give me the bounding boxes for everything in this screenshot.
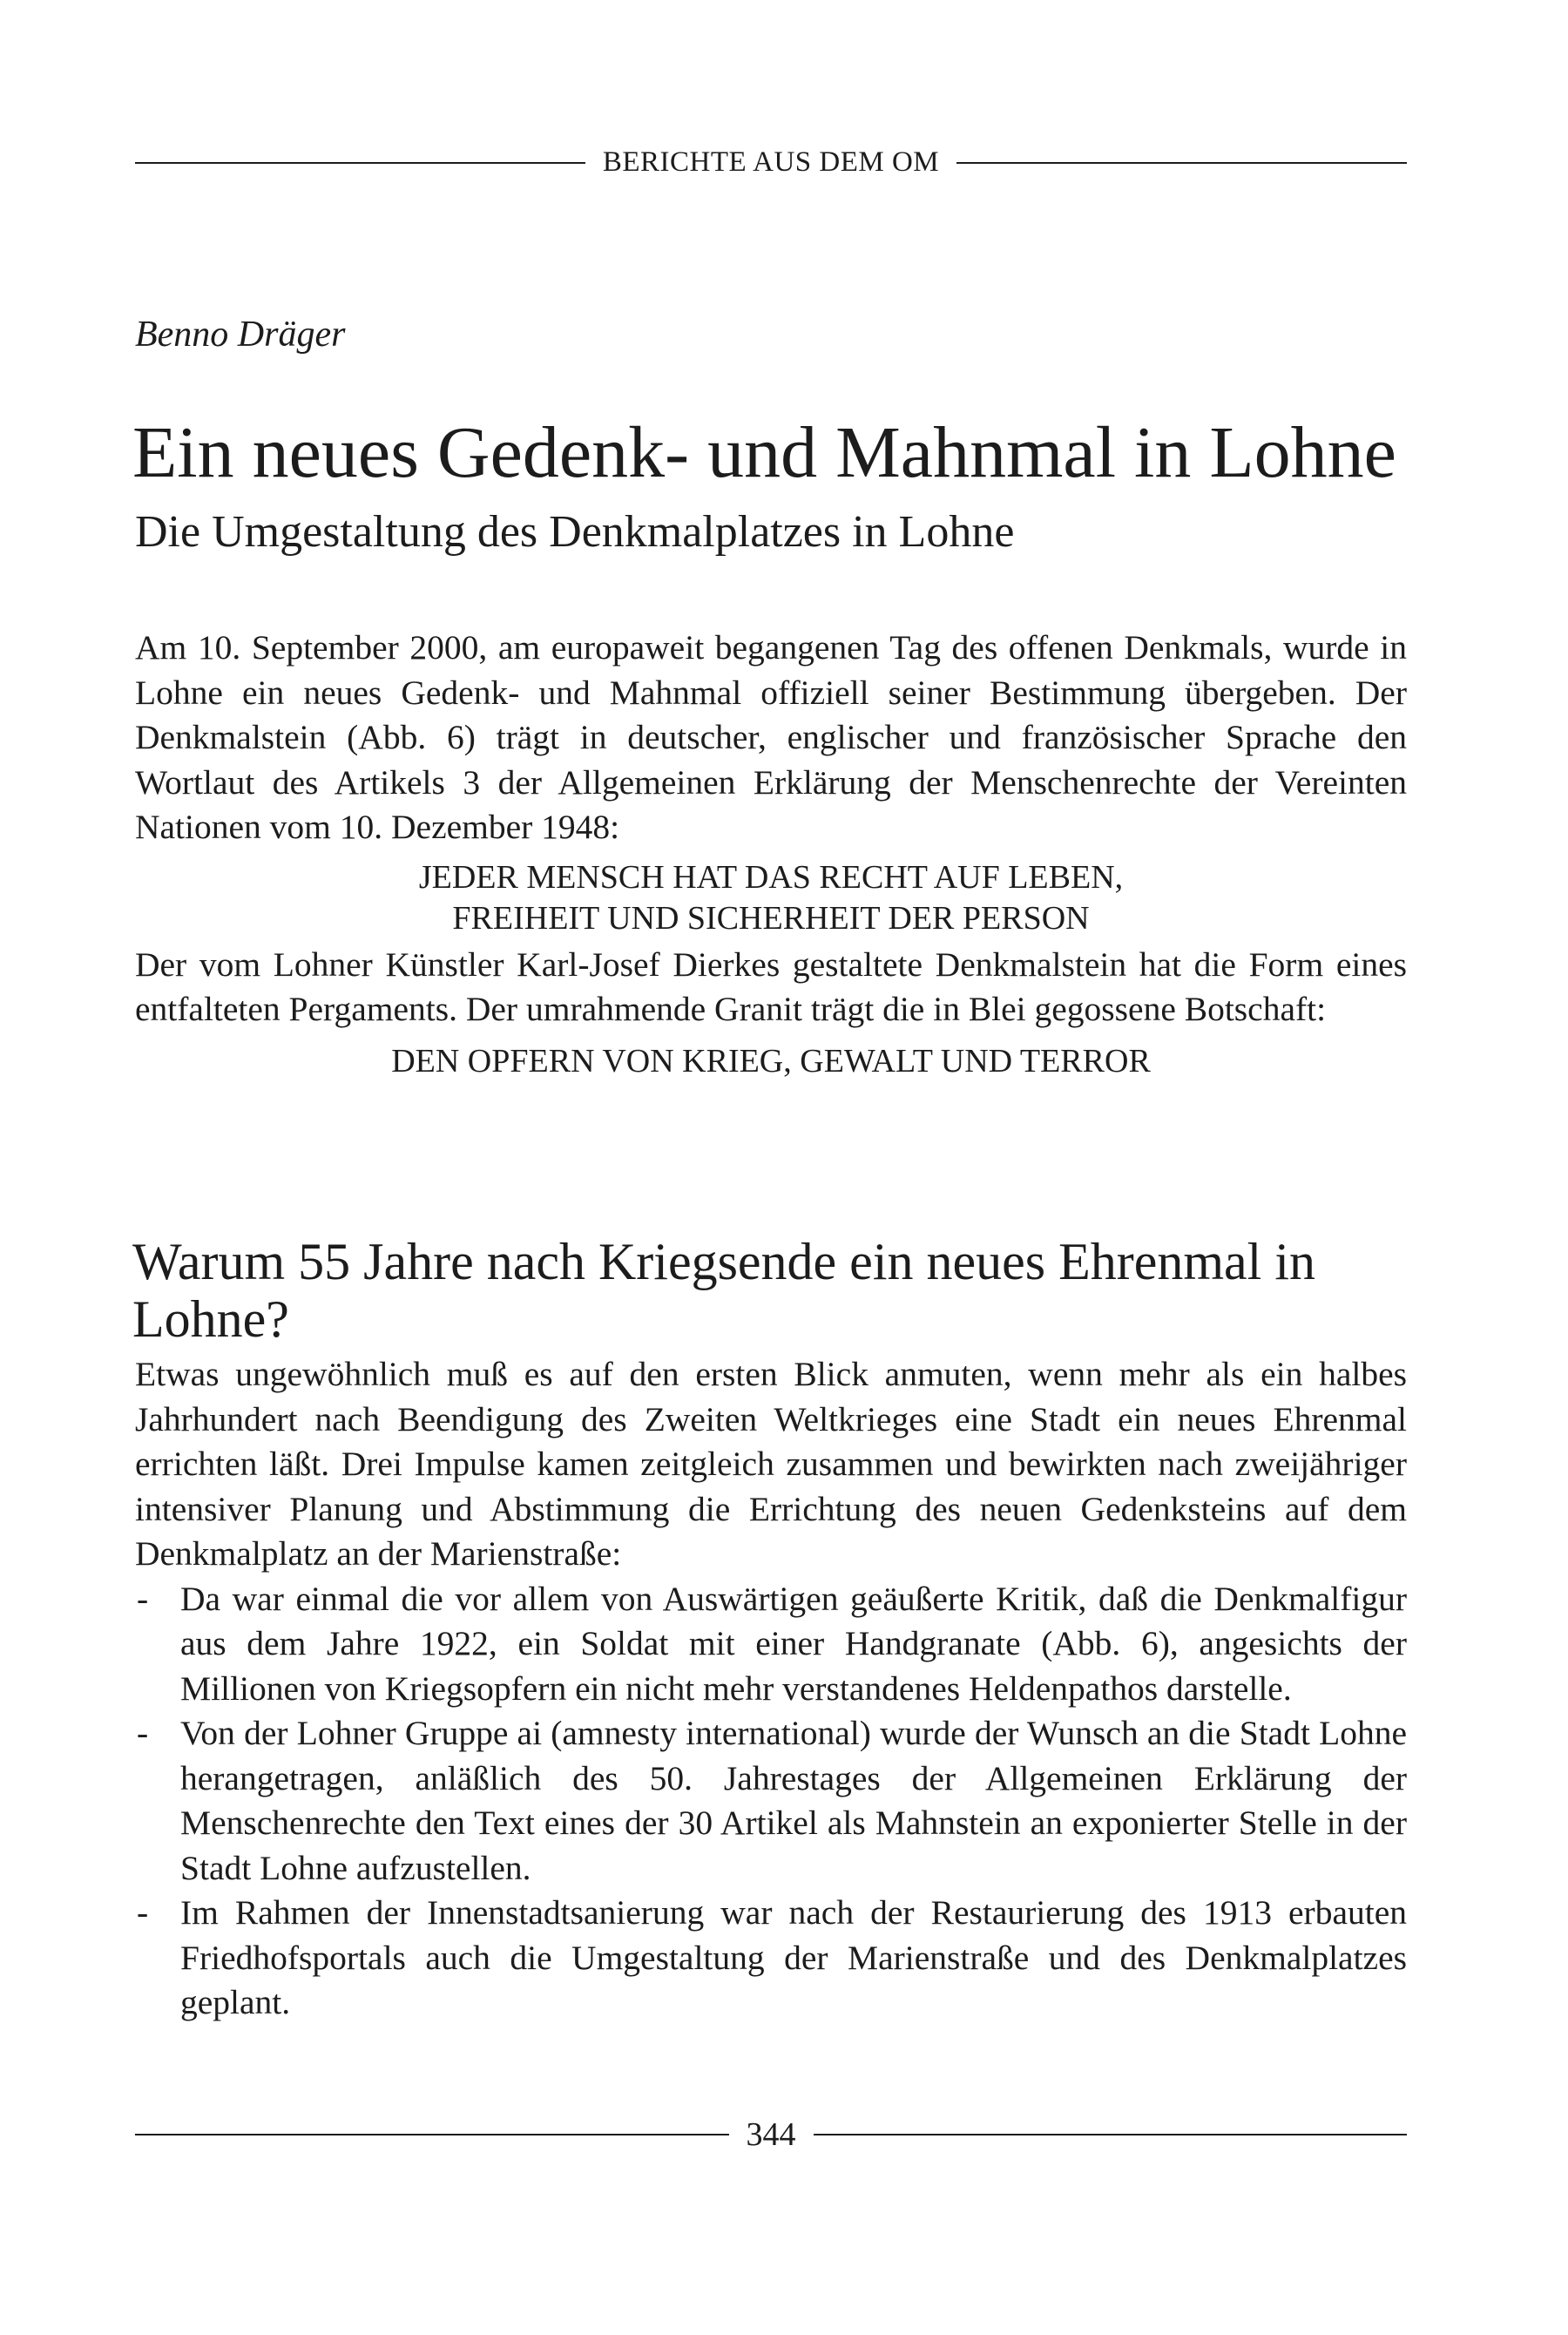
- section-label: BERICHTE AUS DEM OM: [602, 146, 940, 178]
- page-footer: [135, 2115, 1407, 2154]
- bullet-list: [135, 1577, 1407, 2026]
- footer-rule-left: [135, 2134, 729, 2135]
- author-name: Benno Dräger: [135, 315, 346, 355]
- inscription-line: DEN OPFERN VON KRIEG, GEWALT UND TERROR: [391, 1042, 1151, 1080]
- header-rule-left: [135, 162, 585, 164]
- intro-section: [135, 626, 1407, 1082]
- running-header: [135, 146, 1407, 179]
- bullet-item: - Von der Lohner Gruppe ai (amnesty international) wurde der Wunsch an die Stadt Lohne herangetragen, anläßlich des 50. Jahrestages der Allgemeinen Erklärung der Menschenrechte den Text eines der 30 Artikel als Mahnstein an exponierter Stelle in der Stadt Lohne aufzustellen.: [135, 1711, 1407, 1891]
- article-subtitle: Die Umgestaltung des Denkmalplatzes in Lohne: [135, 507, 1015, 557]
- paragraph-2: Der vom Lohner Künstler Karl-Josef Dierkes gestaltete Denkmalstein hat die Form eines entfalteten Pergaments. Der umrahmende Granit trägt die in Blei gegossene Botschaft:: [135, 944, 1407, 1028]
- quote-line-2: FREIHEIT UND SICHERHEIT DER PERSON: [452, 899, 1090, 937]
- paragraph-3: Etwas ungewöhnlich muß es auf den ersten Blick anmuten, wenn mehr als ein halbes Jahrhundert nach Beendigung des Zweiten Weltkrieges eine Stadt ein neues Ehrenmal errichten läßt. Drei Impulse kamen zeitgleich zusammen und bewirkten nach zweijähriger intensiver Planung und Abstimmung die Errichtung des neuen Gedenksteins auf dem Denkmalplatz an der Marienstraße:: [135, 1355, 1407, 1573]
- bullet-item: - Im Rahmen der Innenstadtsanierung war nach der Restaurierung des 1913 erbauten Friedhofsportals auch die Umgestaltung der Marienstraße und des Denkmalplatzes geplant.: [135, 1891, 1407, 2026]
- main-section: [135, 1352, 1407, 2026]
- bullet-item: - Da war einmal die vor allem von Auswärtigen geäußerte Kritik, daß die Denkmalfigur aus dem Jahre 1922, ein Soldat mit einer Handgranate (Abb. 6), angesichts der Millionen von Kriegsopfern ein nicht mehr verstandenes Heldenpathos darstelle.: [135, 1577, 1407, 1712]
- intro-paragraph: Am 10. September 2000, am europaweit begangenen Tag des offenen Denkmals, wurde in Lohne ein neues Gedenk- und Mahnmal offiziell seiner Bestimmung übergeben. Der Denkmalstein (Abb. 6) trägt in deutscher, englischer und französischer Sprache den Wortlaut des Artikels 3 der Allgemeinen Erklärung der Menschenrechte der Vereinten Nationen vom 10. Dezember 1948:: [135, 628, 1407, 846]
- footer-rule-right: [814, 2134, 1408, 2135]
- header-rule-right: [956, 162, 1407, 164]
- page-number: 344: [746, 2116, 796, 2153]
- article-title: Ein neues Gedenk- und Mahnmal in Lohne: [132, 412, 1396, 493]
- quote-line-1: JEDER MENSCH HAT DAS RECHT AUF LEBEN,: [418, 858, 1124, 896]
- section-heading: Warum 55 Jahre nach Kriegsende ein neues Ehrenmal in Lohne?: [132, 1233, 1315, 1348]
